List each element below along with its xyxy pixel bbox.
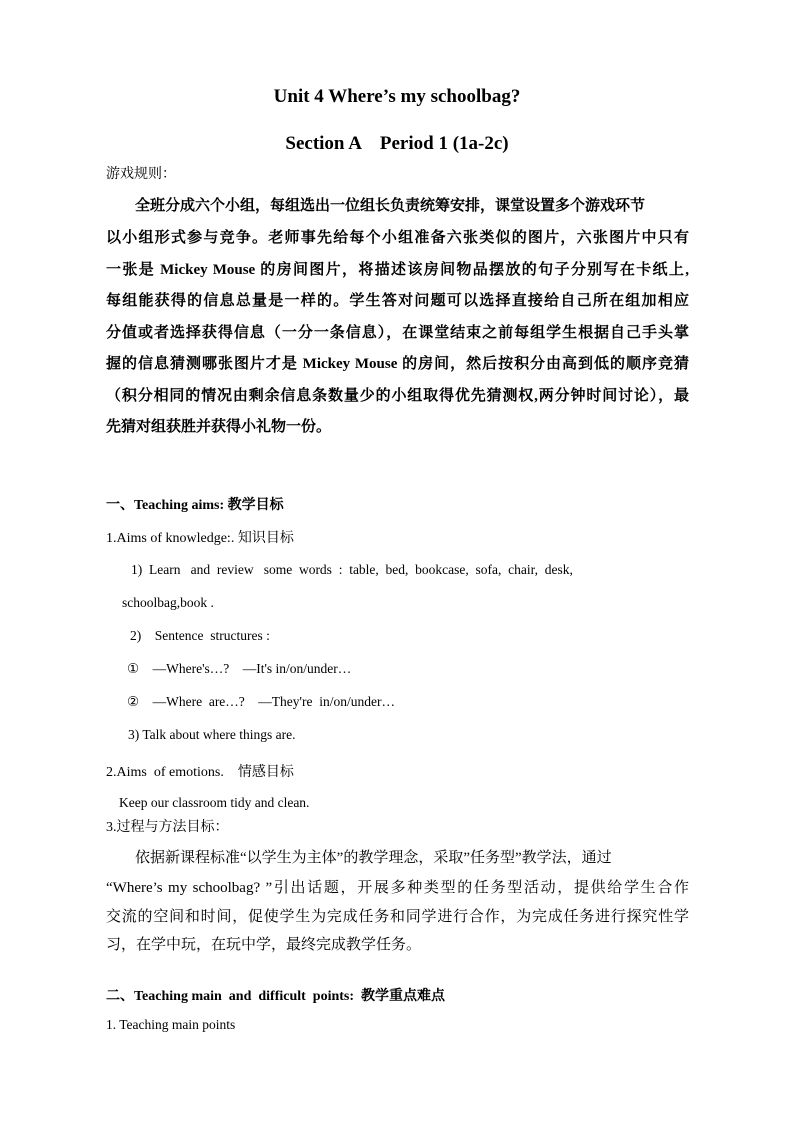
rules-line: 以小组形式参与竞争。老师事先给每个小组准备六张类似的图片，六张图片中只有 [106,230,689,246]
knowledge-aims-heading: 1.Aims of knowledge:. 知识目标 [106,531,294,546]
document-subtitle: Section A Period 1 (1a-2c) [285,133,509,154]
rules-line: 一张是 Mickey Mouse 的房间图片，将描述该房间物品摆放的句子分别写在卡纸上, [106,262,689,278]
section-heading-teaching-aims: 一、Teaching aims: 教学目标 [106,498,284,513]
emotions-aims-heading: 2.Aims of emotions. 情感目标 [106,765,294,780]
main-points-heading: 1. Teaching main points [106,1017,236,1032]
structure-item: ② —Where are…? —They're in/on/under… [127,694,395,709]
process-line: 依据新课程标准“以学生为主体”的教学理念，采取”任务型”教学法，通过 [135,850,612,866]
section-heading-main-points: 二、Teaching main and difficult points: 教学重点难点 [106,989,446,1004]
rules-line: 先猜对组获胜并获得小礼物一份。 [106,419,332,435]
document-title: Unit 4 Where’s my schoolbag? [273,86,521,107]
process-aims-heading: 3.过程与方法目标： [106,820,229,835]
rules-line: 握的信息猜测哪张图片才是 Mickey Mouse 的房间，然后按积分由高到低的顺序竞猜 [106,356,689,372]
talk-item: 3) Talk about where things are. [128,727,296,742]
rules-line: 全班分成六个小组，每组选出一位组长负责统筹安排，课堂设置多个游戏环节 [135,198,646,214]
emotions-text: Keep our classroom tidy and clean. [119,795,310,810]
rules-line: 分值或者选择获得信息（一分一条信息），在课堂结束之前每组学生根据自己手头掌 [106,325,689,341]
structures-heading: 2) Sentence structures : [130,628,270,643]
rules-heading: 游戏规则： [106,167,176,182]
structure-item: ① —Where's…? —It's in/on/under… [127,661,352,676]
words-line: 1) Learn and review some words : table, bed, bookcase, sofa, chair, desk, [131,562,573,577]
process-line: “Where’s my schoolbag? ”引出话题，开展多种类型的任务型活动，提供给学生合作 [106,880,689,896]
rules-line: 每组能获得的信息总量是一样的。学生答对问题可以选择直接给自己所在组加相应 [106,293,689,309]
process-line: 交流的空间和时间，促使学生为完成任务和同学进行合作，为完成任务进行探究性学 [106,909,689,925]
rules-line: （积分相同的情况由剩余信息条数量少的小组取得优先猜测权,两分钟时间讨论），最 [106,388,689,404]
process-line: 习，在学中玩，在玩中学，最终完成教学任务。 [106,937,422,953]
words-line: schoolbag,book . [122,595,214,610]
